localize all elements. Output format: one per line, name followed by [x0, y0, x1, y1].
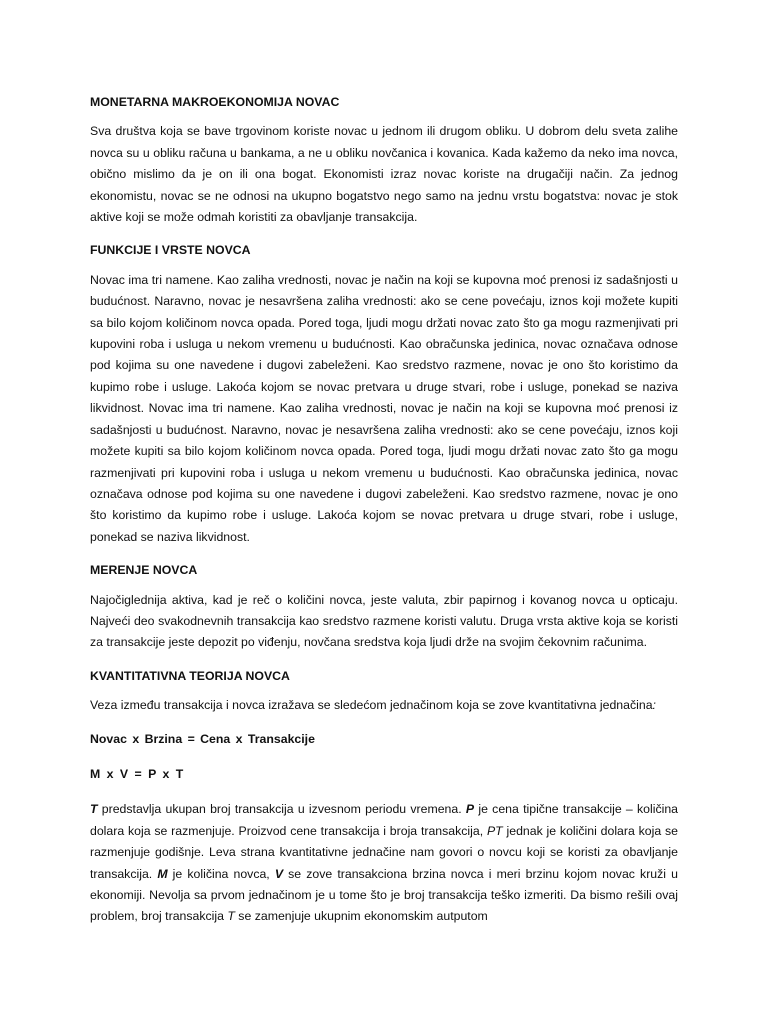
explanation-text-3: jednak je količini dolara koja se razmenjuje godišnje. Leva strana kvantitativne jednačine nam govori o novcu koji se koristi za obavljanje transakcija.	[90, 823, 678, 881]
explanation-text-5: se zove transakciona brzina novca i meri brzinu kojom novac kruži u ekonomiji. Nevolja sa prvom jednačinom je u tome što je broj transakcija teško izmeriti. Da bismo rešili ovaj problem, broj transakcija	[90, 866, 678, 924]
quantity-equation-words: Novac x Brzina = Cena x Transakcije	[90, 731, 315, 746]
explanation-text-2: je cena tipične transakcije – količina dolara koja se razmenjuje. Proizvod cene transakcija i broja transakcija,	[90, 802, 679, 838]
quantity-equation-symbols: M x V = P x T	[90, 766, 184, 781]
functions-paragraph: Novac ima tri namene. Kao zaliha vrednosti, novac je način na koji se kupovna moć prenosi iz sadašnjosti u budućnost. Naravno, novac je nesavršena zaliha vrednosti: ako se cene povećaju, iznos koji možete kupiti sa bilo kojom količinom novca opada. Pored toga, ljudi mogu držati novac zato što ga mogu razmenjivati pri kupovini roba i usluga u nekom vremenu u budućnosti. Kao obračunska jedinica, novac označava odnose pod kojima su one navedene i dugovi zabeleženi. Kao sredstvo razmene, novac je ono što koristimo da kupimo robe i usluge. Lakoća kojom se novac pretvara u druge stvari, robe i usluge, ponekad se naziva likvidnost. Novac ima tri namene. Kao zaliha vrednosti, novac je način na koji se kupovna moć prenosi iz sadašnjosti u budućnost. Naravno, novac je nesavršena zaliha vrednosti: ako se cene povećaju, iznos koji možete kupiti sa bilo kojom količinom novca opada. Pored toga, ljudi mogu držati novac zato što ga mogu razmenjivati pri kupovini roba i usluga u nekom vremenu u budućnosti. Kao obračunska jedinica, novac označava odnose pod kojima su one navedene i dugovi zabeleženi. Kao sredstvo razmene, novac je ono što koristimo da kupimo robe i usluge. Lakoća kojom se novac pretvara u druge stvari, robe i usluge, ponekad se naziva likvidnost.	[90, 272, 678, 544]
symbol-m: M	[157, 866, 168, 881]
symbol-p: P	[465, 802, 475, 817]
explanation-text-4: je količina novca,	[167, 866, 275, 881]
explanation-text-6: se zamenjuje ukupnim ekonomskim autputom	[234, 909, 488, 924]
document-page	[90, 92, 678, 940]
symbol-t-second: T	[227, 909, 235, 924]
explanation-text-1: predstavlja ukupan broj transakcija u izvesnom periodu vremena.	[97, 802, 466, 817]
quantity-lead-colon: :	[652, 698, 656, 713]
quantity-lead-text: Veza između transakcija i novca izražava se sledećom jednačinom koja se zove kvantitativna jednačina	[90, 698, 653, 713]
intro-paragraph: Sva društva koja se bave trgovinom koriste novac u jednom ili drugom obliku. U dobrom delu sveta zalihe novca su u obliku računa u bankama, a ne u obliku novčanica i kovanica. Kada kažemo da neko ima novca, obično mislimo da je on ili ona bogat. Ekonomisti izraz novac koriste na drugačiji način. Za jednog ekonomistu, novac se ne odnosi na ukupno bogatstvo nego samo na jednu vrstu bogatstva: novac je stok aktive koji se može odmah koristiti za obavljanje transakcija.	[90, 124, 678, 225]
section-heading-measuring: MERENJE NOVCA	[90, 563, 198, 578]
quantity-lead-paragraph	[90, 695, 678, 716]
measuring-paragraph: Najočiglednija aktiva, kad je reč o količini novca, jeste valuta, zbir papirnog i kovanog novca u opticaju. Najveći deo svakodnevnih transakcija kao sredstvo razmene koristi valutu. Druga vrsta aktive koja se koristi za transakcije jeste depozit po viđenju, novčana sredstva koja ljudi drže na svojim čekovnim računima.	[90, 592, 678, 650]
symbol-v: V	[274, 866, 284, 881]
symbol-pt: PT	[486, 823, 503, 838]
section-heading-functions: FUNKCIJE I VRSTE NOVCA	[90, 243, 251, 258]
section-heading-quantity-theory: KVANTITATIVNA TEORIJA NOVCA	[90, 668, 290, 683]
symbol-t: T	[90, 802, 98, 817]
document-title: MONETARNA MAKROEKONOMIJA NOVAC	[90, 95, 340, 109]
quantity-explanation-paragraph	[90, 799, 678, 927]
